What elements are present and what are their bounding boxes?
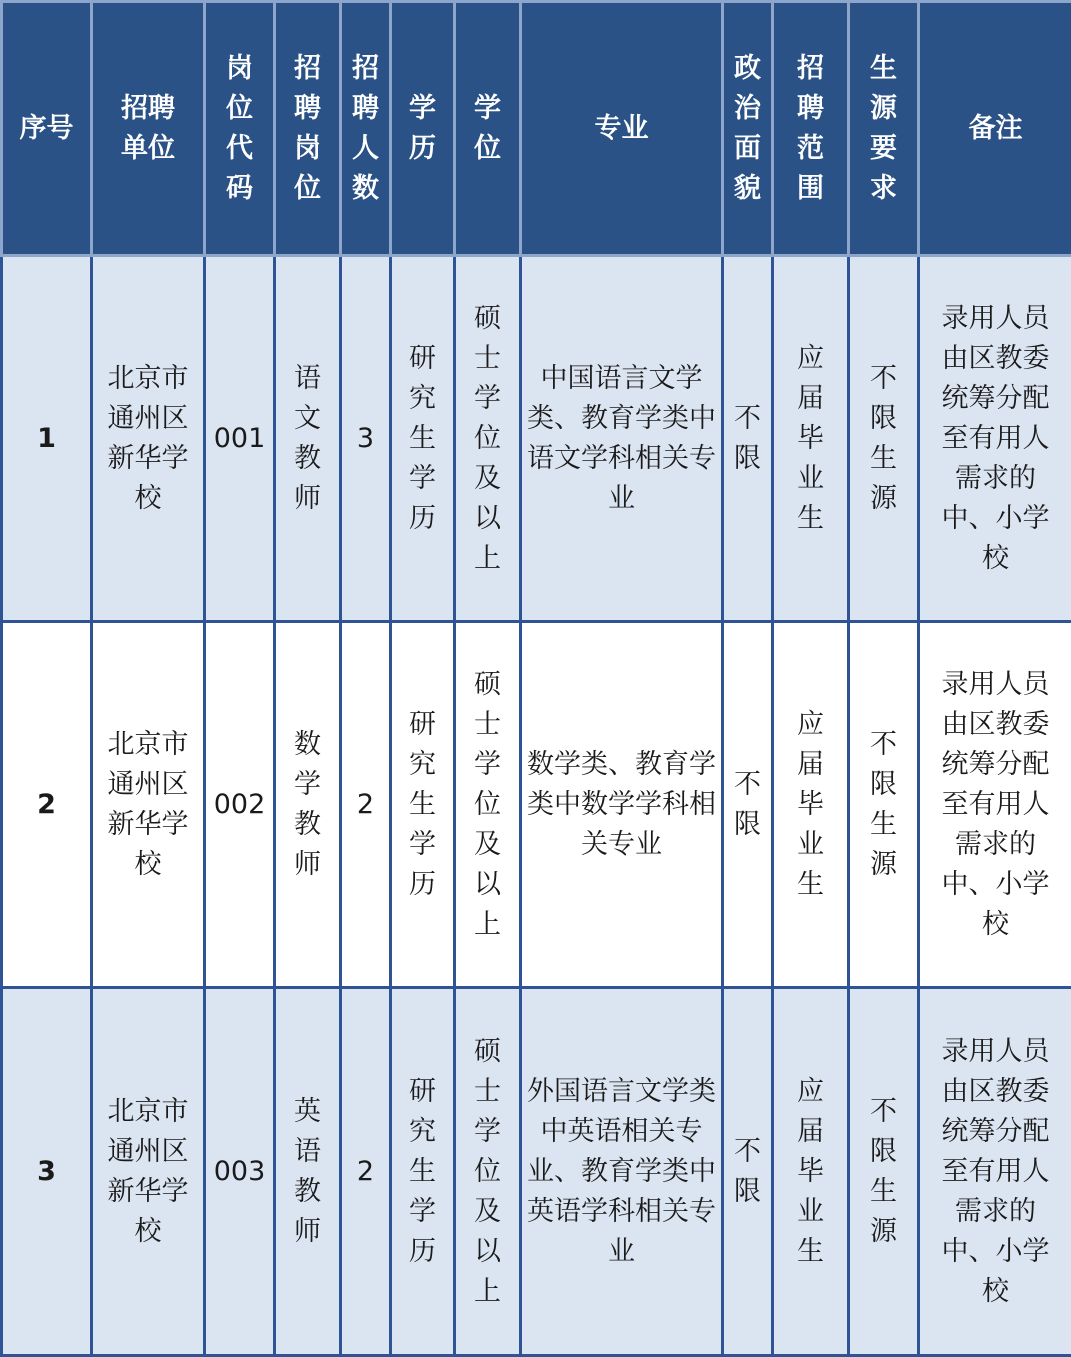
row-note: 录用人员由区教委统筹分配至有用人需求的中、小学校 — [919, 988, 1071, 1356]
row-political: 不限 — [723, 988, 773, 1356]
header-note: 备注 — [919, 2, 1071, 256]
row-degree: 硕士学位及以上 — [455, 256, 521, 622]
row-count: 2 — [341, 988, 391, 1356]
row-code: 002 — [205, 622, 275, 988]
row-degree: 硕士学位及以上 — [455, 622, 521, 988]
row-unit: 北京市通州区新华学校 — [92, 988, 205, 1356]
row-code: 003 — [205, 988, 275, 1356]
row-position: 英语教师 — [275, 988, 341, 1356]
row-major: 数学类、教育学类中数学学科相关专业 — [521, 622, 723, 988]
header-count: 招聘人数 — [341, 2, 391, 256]
row-seq: 3 — [2, 988, 92, 1356]
header-political: 政治面貌 — [723, 2, 773, 256]
header-major: 专业 — [521, 2, 723, 256]
row-scope: 应届毕业生 — [773, 622, 849, 988]
row-unit: 北京市通州区新华学校 — [92, 622, 205, 988]
header-education: 学历 — [391, 2, 455, 256]
table-row — [2, 622, 1071, 988]
row-seq: 1 — [2, 256, 92, 622]
row-count: 2 — [341, 622, 391, 988]
row-position: 数学教师 — [275, 622, 341, 988]
row-note: 录用人员由区教委统筹分配至有用人需求的中、小学校 — [919, 622, 1071, 988]
header-degree: 学位 — [455, 2, 521, 256]
table-row — [2, 988, 1071, 1356]
table-row — [2, 256, 1071, 622]
row-political: 不限 — [723, 256, 773, 622]
header-scope: 招聘范围 — [773, 2, 849, 256]
row-major: 外国语言文学类中英语相关专业、教育学类中英语学科相关专业 — [521, 988, 723, 1356]
row-scope: 应届毕业生 — [773, 988, 849, 1356]
row-major: 中国语言文学类、教育学类中语文学科相关专业 — [521, 256, 723, 622]
row-source: 不限生源 — [849, 256, 919, 622]
row-code: 001 — [205, 256, 275, 622]
row-source: 不限生源 — [849, 622, 919, 988]
row-note: 录用人员由区教委统筹分配至有用人需求的中、小学校 — [919, 256, 1071, 622]
header-seq: 序号 — [2, 2, 92, 256]
row-seq: 2 — [2, 622, 92, 988]
row-education: 研究生学历 — [391, 622, 455, 988]
header-code: 岗位代码 — [205, 2, 275, 256]
header-position: 招聘岗位 — [275, 2, 341, 256]
row-political: 不限 — [723, 622, 773, 988]
header-row — [2, 2, 1071, 256]
row-source: 不限生源 — [849, 988, 919, 1356]
row-education: 研究生学历 — [391, 256, 455, 622]
row-scope: 应届毕业生 — [773, 256, 849, 622]
row-position: 语文教师 — [275, 256, 341, 622]
row-degree: 硕士学位及以上 — [455, 988, 521, 1356]
row-education: 研究生学历 — [391, 988, 455, 1356]
header-unit: 招聘单位 — [92, 2, 205, 256]
row-count: 3 — [341, 256, 391, 622]
header-source: 生源要求 — [849, 2, 919, 256]
row-unit: 北京市通州区新华学校 — [92, 256, 205, 622]
